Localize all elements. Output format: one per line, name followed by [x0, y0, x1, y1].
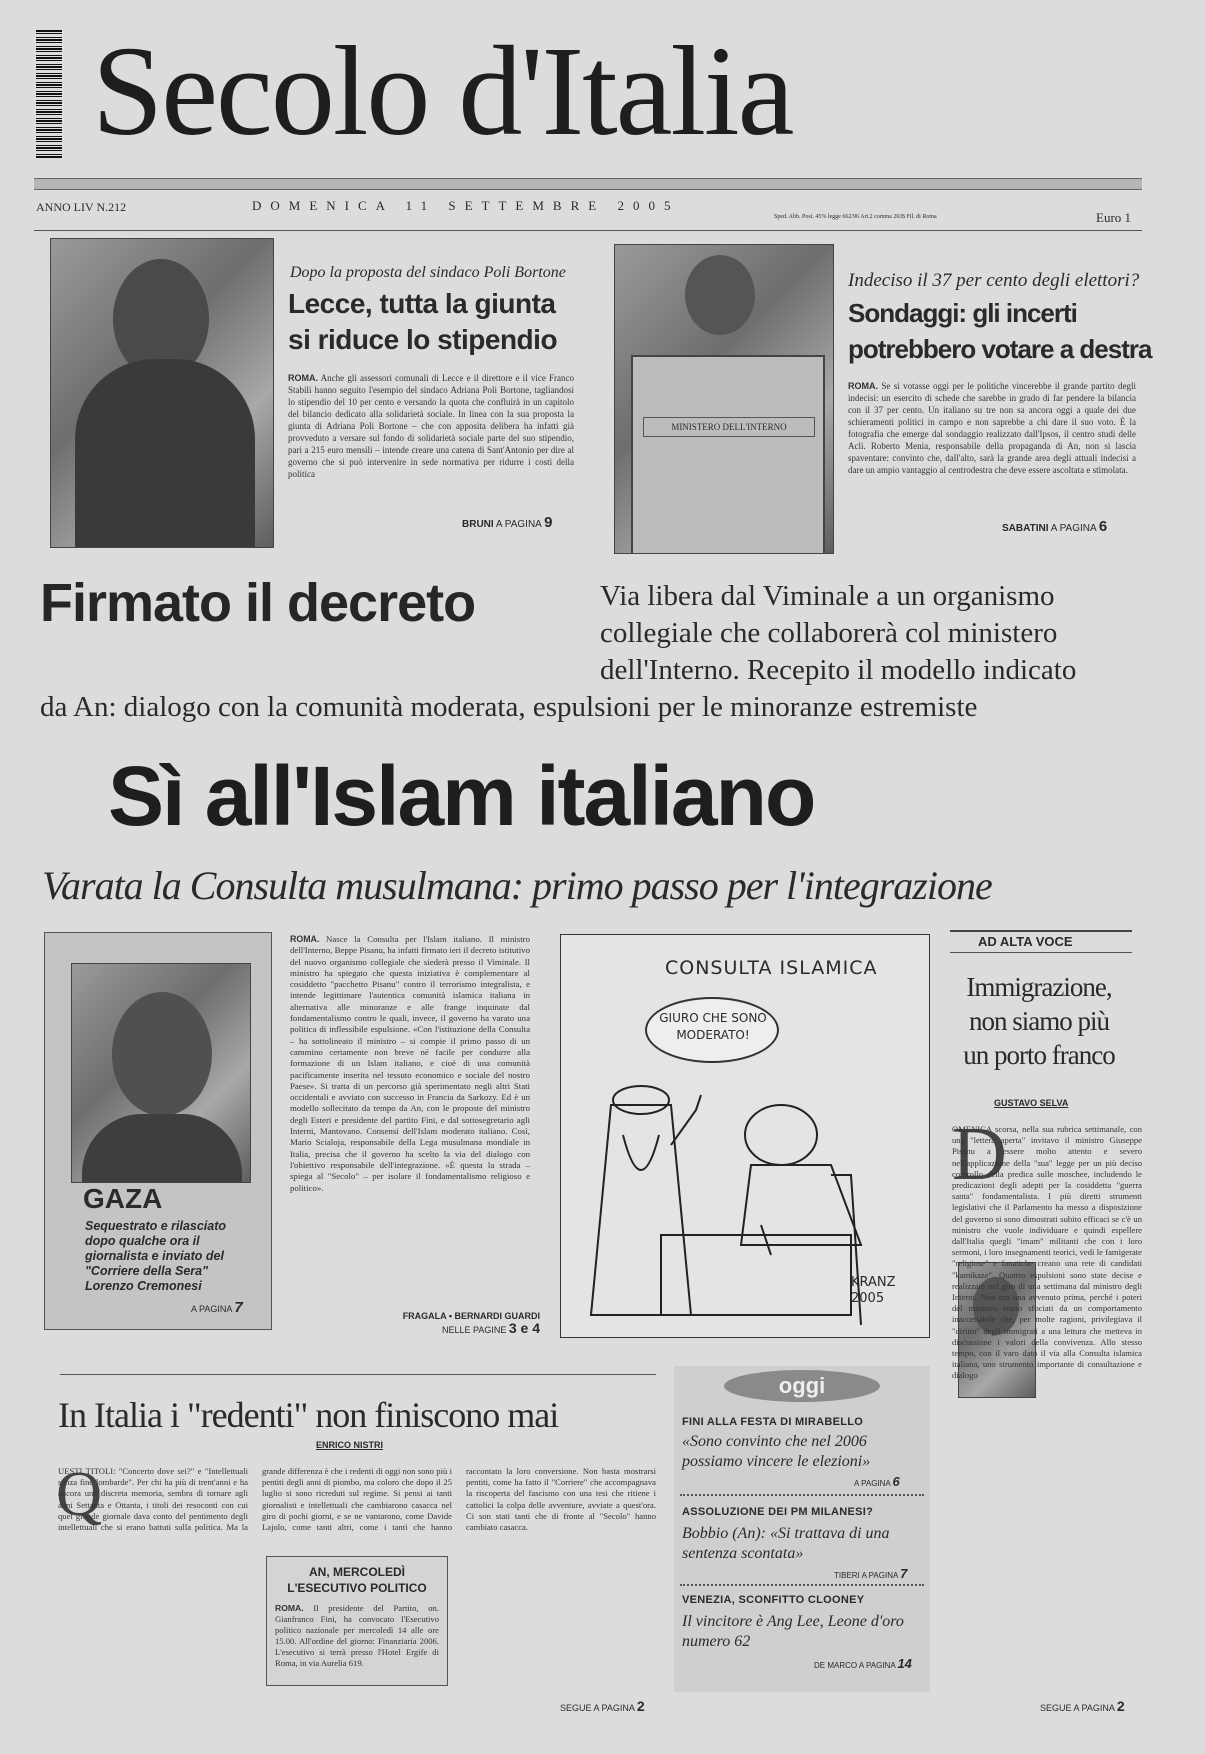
minister-body [741, 1165, 861, 1245]
opinion-column-name: AD ALTA VOCE [978, 934, 1073, 949]
an-box-title-2: L'ESECUTIVO POLITICO [287, 1581, 427, 1595]
price: Euro 1 [1096, 210, 1132, 225]
imam-turban [613, 1086, 669, 1114]
top-right-byline: SABATINI [1002, 523, 1049, 534]
opinion-text: OMENICA scorsa, nella sua rubrica settimanale, con una "lettera aperta" invitavo il ministro Giuseppe Pisanu a essere molto attento e severo nell'applicazione della "sua" legge per un più deciso controllo della predica sulle moschee, includendo le predicazioni degli adepti per la cosiddetta "guerra santa" fondamentalista. I più diretti strumenti legislativi che il Parlamento ha messo a disposizione del governo si sono dimostrati subito efficaci se c'è un ministro che vuole individuare e quindi espellere dall'Italia quegli "imam" militanti che con i loro sermoni, i loro insegnamenti teorici, vedi le famigerate "religiose" e fanatiche creano una rete di candidati "kamikaze". Quattro espulsioni sono state decise e realizzate nel giro di una settimana dal ministro degli Interni. Non era una avvenuto prima, perché i poteri del ministro erano sfociati da un comportamento inaccettabile che, per molte ragioni, privilegiava il "diritto" degli immigrati a una lettura che metteva in discussione i valori della convivenza. Allo stesso tempo, con il varo dato il via alla Consulta islamica italiana, uno strumento importante di consultazione e dialogo [952, 1124, 1142, 1381]
photo-poli-bortone [50, 238, 274, 548]
top-left-body [288, 372, 574, 510]
lead-subhead: Varata la Consulta musulmana: primo passo per l'integrazione [42, 863, 992, 908]
bottom-left-text: UESTI TITOLI: "Concerto dove sei?" e "Intellettuali senza fine lombarde". Per chi ha più di trent'anni e ha ancora una discreta memoria, sembra di tornare agli anni Settanta e Ottanta, i titoli dei resoconti con cui quel grande giornale dava conto del pentimento degli intellettuali che si erano battuti sulla politica. Ma la grande differenza è che i redenti di oggi non sono più i pentiti degli anni di piombo, ma coloro che dopo il 25 luglio si sono ricreduti sul regime. Si pensi ai tanti giornalisti e intellettuali che cambiarono casacca nel giro di pochi giorni, e se ne vantarono, come Davide Lajolo, come tanti altri, come i tanti che hanno raccontato la loro conversione. Non basta mostrarsi pentiti, come ha fatto il "Corriere" che accompagnava la riscoperta del fascismo con una tesi che ritiene i cattolici la colpa delle avventure, avviate a quest'ora. Ci son stati tanti che di fronte al "Secolo" hanno cambiato casacca. [58, 1466, 656, 1533]
minister-head [745, 1105, 817, 1165]
ballot-box [631, 355, 825, 554]
gaza-page[interactable]: 7 [234, 1299, 243, 1316]
cartoon-caption: CONSULTA ISLAMICA [665, 957, 878, 979]
oggi-item-1-ref-text: A PAGINA [854, 1479, 891, 1488]
portrait-body [75, 359, 255, 548]
lead-headline: Sì all'Islam italiano [108, 749, 815, 843]
oggi-item-3-ref [814, 1656, 912, 1671]
bottom-left-dropcap: Q [56, 1458, 103, 1529]
top-left-ref [462, 514, 552, 531]
lead-ref [370, 1310, 540, 1336]
lead-dateline: ROMA. [290, 934, 320, 944]
top-left-ref-text: A PAGINA [495, 519, 542, 530]
opinion-page[interactable]: 2 [1116, 1698, 1125, 1714]
oggi-box [674, 1366, 930, 1692]
opinion-headline: Immigrazione, non siamo più un porto franco [963, 972, 1115, 1070]
bottom-left-ref [560, 1698, 645, 1714]
opinion-dropcap: D [952, 1112, 1007, 1196]
oggi-item-2-ref-text: TIBERI A PAGINA [834, 1571, 898, 1580]
top-right-body [848, 380, 1136, 514]
oggi-item-3-page[interactable]: 14 [897, 1656, 912, 1671]
oggi-item-3-ref-text: DE MARCO A PAGINA [814, 1661, 896, 1670]
lead-pre-headline: Firmato il decreto [40, 573, 476, 633]
cartoon [560, 934, 930, 1338]
top-right-ref-text: A PAGINA [1050, 523, 1097, 534]
lead-pages[interactable]: 3 e 4 [508, 1320, 540, 1336]
an-box-title-1: AN, MERCOLEDÌ [309, 1565, 405, 1579]
oggi-item-2-page[interactable]: 7 [900, 1566, 908, 1581]
oggi-item-1-page[interactable]: 6 [892, 1474, 900, 1489]
opinion-ref [1040, 1698, 1125, 1714]
pen [761, 1225, 771, 1255]
top-left-byline: BRUNI [462, 519, 494, 530]
masthead-title: Secolo d'Italia [92, 20, 793, 162]
masthead-rule [34, 178, 1142, 190]
bottom-left-top-rule [60, 1374, 656, 1375]
cremonesi-head [112, 992, 212, 1116]
photo-cremonesi [71, 963, 251, 1183]
imam-hand [671, 1095, 701, 1145]
gaza-box [44, 932, 272, 1330]
oggi-item-2-text[interactable]: Bobbio (An): «Si trattava di una sentenza scontata» [682, 1525, 890, 1562]
oggi-item-2-kicker: ASSOLUZIONE DEI PM MILANESI? [682, 1506, 874, 1518]
top-right-headline-2: potrebbero votare a destra [848, 334, 1152, 364]
bottom-left-page[interactable]: 2 [636, 1698, 645, 1714]
oggi-item-1-ref [854, 1474, 900, 1489]
bottom-left-ref-text: SEGUE A PAGINA [560, 1703, 635, 1713]
voter-figure [685, 255, 755, 335]
an-box [266, 1556, 448, 1686]
ballot-box-label: MINISTERO DELL'INTERNO [643, 417, 815, 437]
opinion-top-rule [950, 930, 1132, 932]
top-left-text: Anche gli assessori comunali di Lecce e il direttore e il vice Franco Stabili hanno seguito l'esempio del sindaco Adriana Poli Bortone, tagliandosi lo stipendio del 10 per cento e versando la quota che confluirà in un capitolo del bilancio dedicato alla solidarietà sociale. In linea con la sua proposta la giunta di Adriana Poli Bortone – che con apposita delibera ha infatti già provveduto a versare sul fondo di solidarietà sociale parte del suo stipendio, pari a 215 euro mensili – intende creare una catena di Sant'Antonio per dire al governo che si può intervenire in sede normativa per ridurre i costi della politica [288, 373, 574, 479]
lead-summary-4: da An: dialogo con la comunità moderata, espulsioni per le minoranze estremiste [40, 691, 978, 723]
lead-summary-3: dell'Interno. Recepito il modello indicato [600, 654, 1077, 686]
oggi-divider-1 [680, 1494, 924, 1496]
lead-text: Nasce la Consulta per l'Islam italiano. Il ministro dell'Interno, Beppe Pisanu, ha infatti firmato ieri il decreto istitutivo del nuovo organismo collegiale che siederà presso il Viminale. Il ministro ha spiegato che questa iniziativa è complementare al cosiddetto "pacchetto Pisanu" contro il terrorismo integralista, e intende legittimare l'autentica comunità islamica italiana in alternativa alle minoranze e alle frange inquinate dal fondamentalismo contro le quali, invece, il governo ha varato una politica di inflessibile espulsione. «Con l'istituzione della Consulta – ha sottolineato il ministro – si compie il primo passo di un cammino certamente non breve né facile per condurre alla formazione di un Islam italiano, e cioè di una comunità pacificamente inserita nel tessuto economico e sociale del nostro Paese». Si tratta di un percorso già sperimentato negli altri Stati occidentali e avviato con successo in Francia da Sarkozy. Ed è un modello sollecitato da tempo da An, con le proposte del ministro degli Esteri e presidente del partito Fini, e dal sottosegretario agli Interni, Mantovano. Consensi dell'Islam moderato italiano. Così, Mario Scialoja, responsabile della Lega musulmana mondiale in Italia, precisa che il governo ha scelto la via del dialogo con l'obiettivo responsabile dell'integrazione. «È questa la strada – spiega al "Secolo" – per isolare il fondamentalismo religioso e politico». [290, 934, 530, 1193]
lead-body [290, 934, 530, 1298]
top-right-dateline: ROMA. [848, 381, 878, 391]
lead-summary-2: collegiale che collaborerà col ministero [600, 617, 1058, 649]
bottom-left-author: ENRICO NISTRI [316, 1440, 384, 1450]
gaza-title: GAZA [83, 1183, 163, 1214]
issue-date: DOMENICA 11 SETTEMBRE 2005 [252, 198, 680, 213]
gaza-ref-text: A PAGINA [191, 1304, 232, 1314]
top-left-dateline: ROMA. [288, 373, 318, 383]
oggi-divider-2 [680, 1584, 924, 1586]
opinion-ref-text: SEGUE A PAGINA [1040, 1703, 1115, 1713]
oggi-item-1-kicker: FINI ALLA FESTA DI MIRABELLO [682, 1416, 864, 1428]
top-right-page[interactable]: 6 [1098, 518, 1108, 535]
oggi-item-3-text[interactable]: Il vincitore è Ang Lee, Leone d'oro numero 62 [682, 1613, 904, 1650]
top-right-headline-1: Sondaggi: gli incerti [848, 298, 1077, 328]
top-right-text: Se si votasse oggi per le politiche vincerebbe il grande partito degli indecisi: un esercito di schede che sarebbe in grado di far pendere la bilancia con il 37 per cento. Un italiano su tre non sa ancora oggi a quale dei due schieramenti politici in campo e non saprebbe a chi dare il suo voto. È la fotografia che emerge dal sondaggio realizzato dall'Ipsos, il centro studi delle Acli. Roberto Menia, responsabile della propaganda di An, non si lascia spaventare: convinto che, dall'alto, sarà la grande area degli attuali indecisi a dare un ampio vantaggio al centrodestra che deve essere ascoltata e stimolata. [848, 381, 1136, 475]
top-left-page[interactable]: 9 [544, 514, 553, 531]
masthead-bottom-rule [34, 230, 1142, 231]
an-box-text: Il presidente del Partito, on. Gianfranco Fini, ha convocato l'Esecutivo politico nazionale per mercoledì 14 alle ore 15.00. All'ordine del giorno: Finanziaria 2006. L'esecutivo si terrà presso l'Hotel Ergife di Roma, in via Aurelia 619. [275, 1603, 439, 1668]
an-box-body [275, 1603, 439, 1681]
oggi-item-3-kicker: VENEZIA, SCONFITTO CLOONEY [682, 1594, 865, 1606]
oggi-item-1-text[interactable]: «Sono convinto che nel 2006 possiamo vincere le elezioni» [682, 1433, 871, 1470]
lead-ref-text: NELLE PAGINE [441, 1325, 507, 1335]
cremonesi-body [82, 1114, 242, 1183]
top-left-kicker: Dopo la proposta del sindaco Poli Bortone [290, 264, 566, 281]
opinion-body [952, 1124, 1142, 1680]
opinion-author: GUSTAVO SELVA [994, 1098, 1069, 1108]
top-left-headline-2: si riduce lo stipendio [288, 324, 558, 355]
top-left-headline-1: Lecce, tutta la giunta [288, 288, 556, 319]
speech-text: GIURO CHE SONO MODERATO! [659, 1011, 767, 1042]
photo-ballot-box [614, 244, 834, 554]
lead-bylines: FRAGALA • BERNARDI GUARDI [402, 1311, 540, 1321]
gaza-ref [191, 1299, 243, 1316]
cartoon-signature: KRANZ 2005 [851, 1275, 896, 1306]
an-box-dateline: ROMA. [275, 1603, 304, 1613]
oggi-item-2-ref [834, 1566, 907, 1581]
lead-summary-1: Via libera dal Viminale a un organismo [600, 580, 1055, 612]
issue-number: ANNO LIV N.212 [36, 200, 127, 214]
oggi-label: oggi [724, 1370, 880, 1402]
gaza-text: Sequestrato e rilasciato dopo qualche ora il giornalista e inviato del "Corriere della Sera" Lorenzo Cremonesi [85, 1219, 227, 1293]
imam-beard [623, 1135, 659, 1170]
barcode [36, 30, 62, 158]
opinion-name-rule [950, 952, 1132, 953]
top-right-kicker: Indeciso il 37 per cento degli elettori? [848, 270, 1140, 291]
postal-info: Sped. Abb. Post. 45% legge 662/96 Art.2 comma 20/B Fil. di Roma [774, 214, 937, 220]
bottom-left-headline: In Italia i "redenti" non finiscono mai [58, 1395, 559, 1435]
top-right-ref [1002, 518, 1107, 535]
